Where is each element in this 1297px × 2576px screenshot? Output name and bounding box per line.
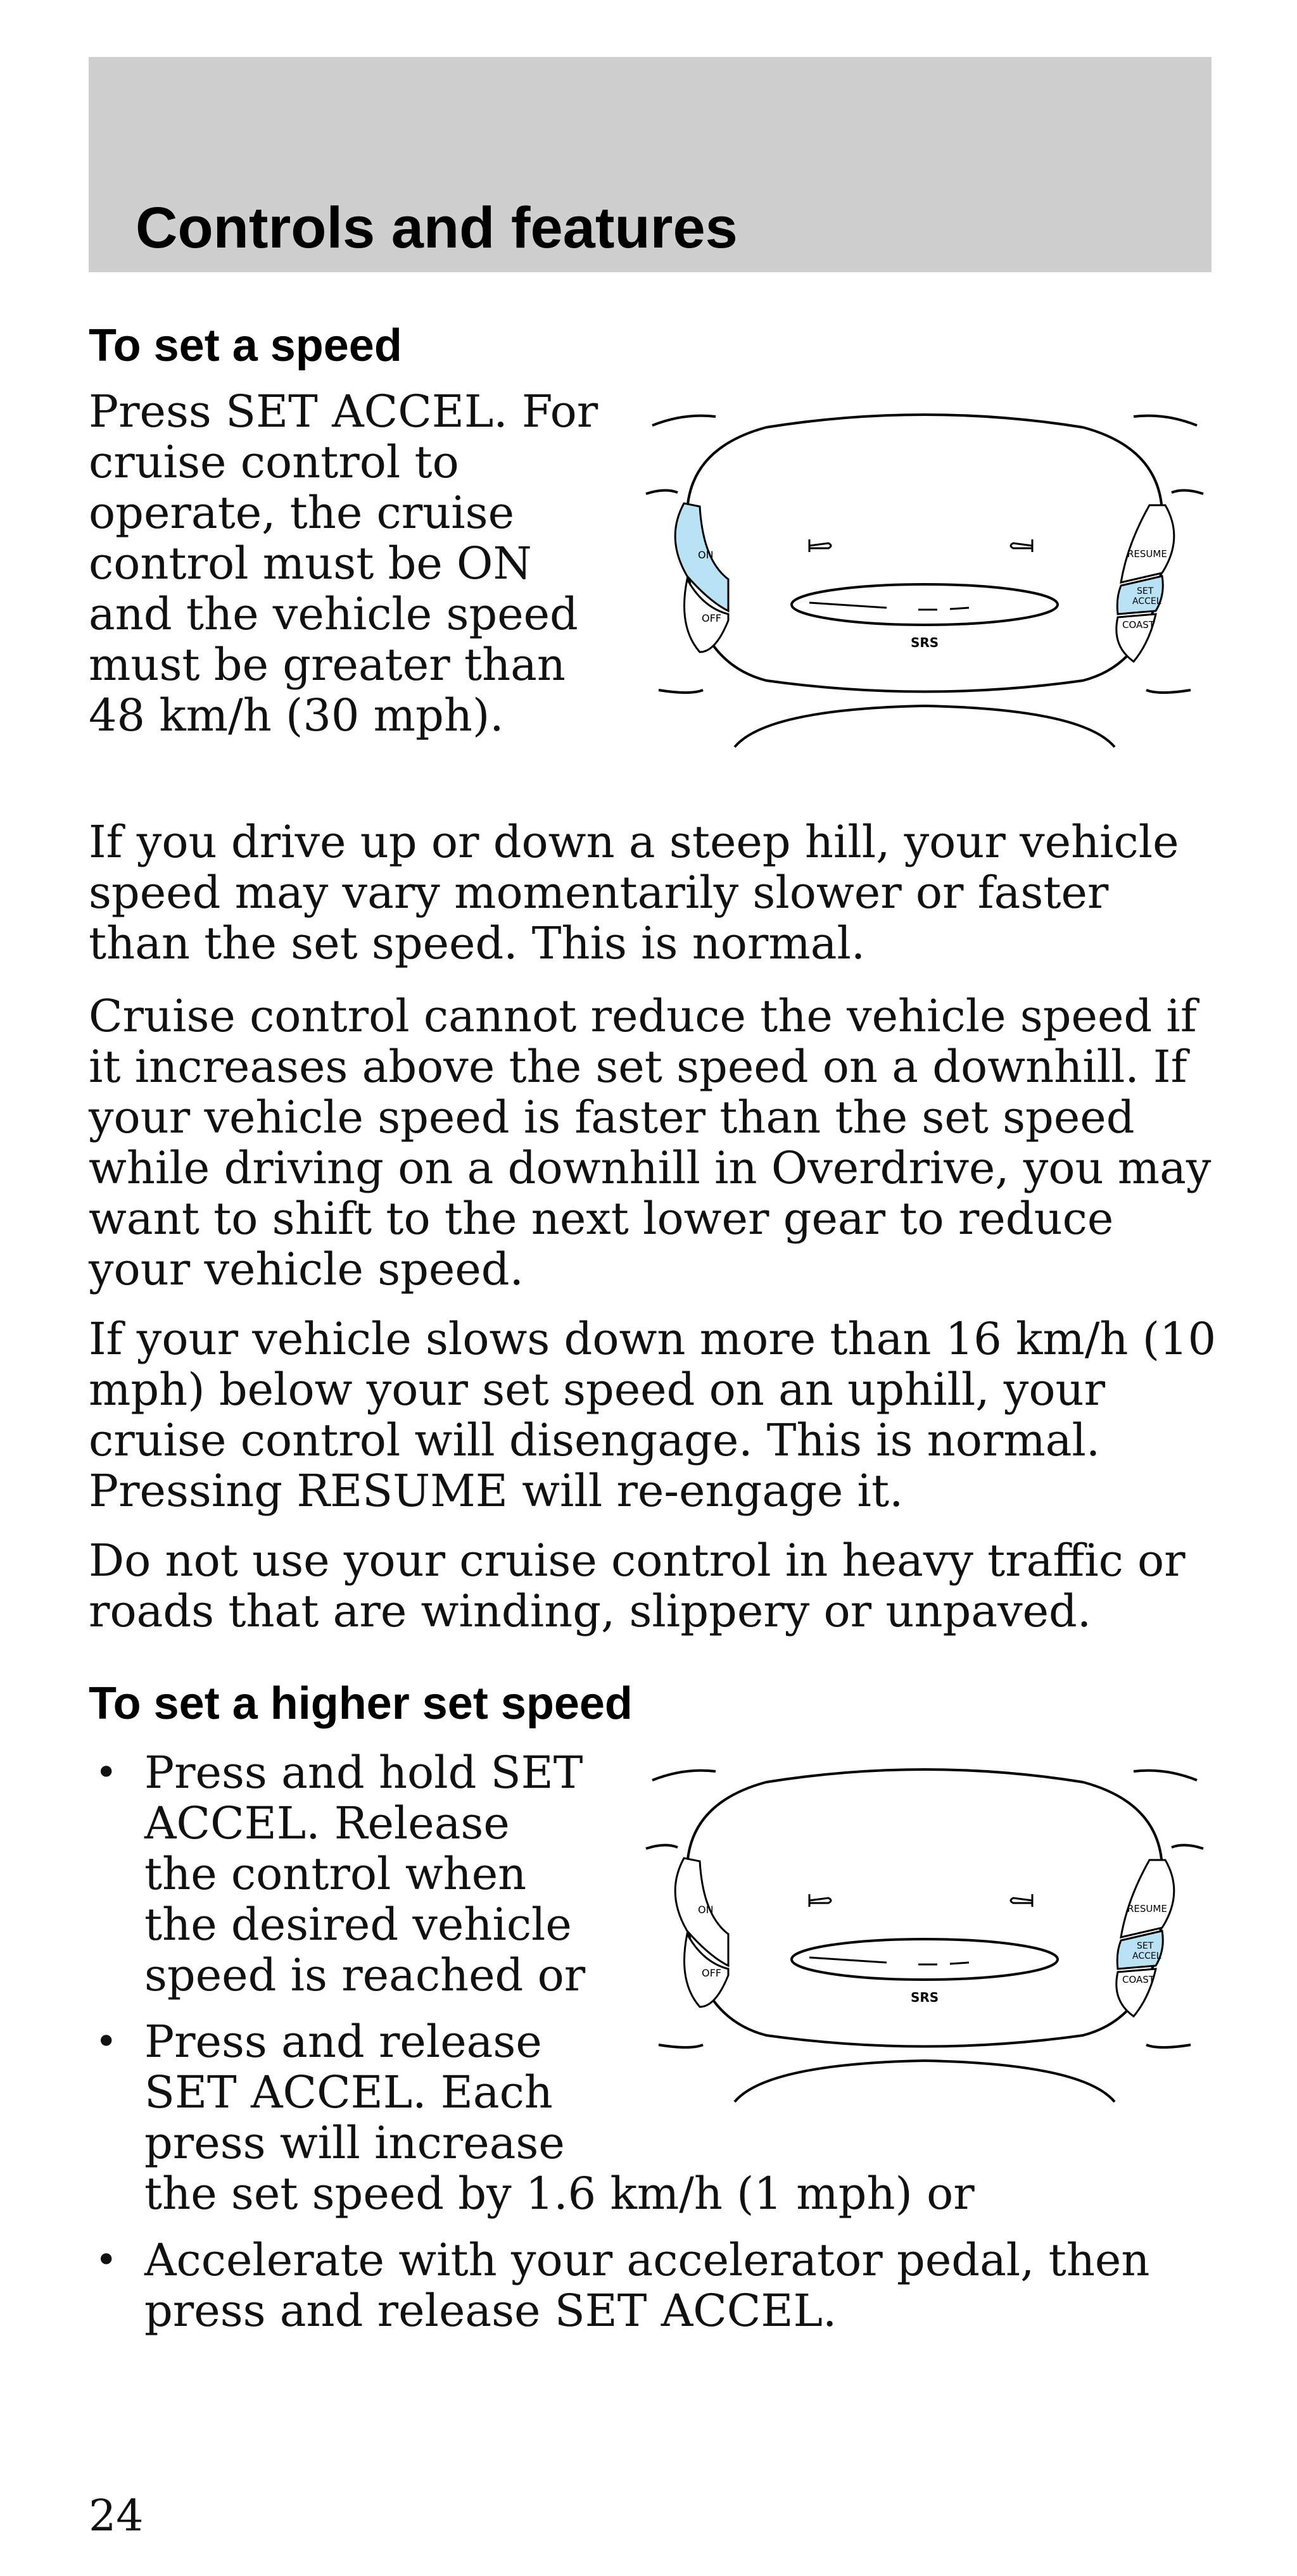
wheel-spoke-right-top (1172, 490, 1203, 494)
horn-icon-left (809, 1894, 831, 1907)
horn-icon-right (1011, 1894, 1032, 1907)
resume-set-coast-button-cluster[interactable] (1117, 505, 1174, 662)
wheel-rim-bottom (735, 706, 1115, 747)
wheel-spoke-left-bottom (659, 690, 703, 693)
set-label: SET (1137, 1941, 1154, 1951)
off-label: OFF (702, 1967, 721, 1979)
accel-label: ACCEL (1132, 1951, 1161, 1961)
page-title: Controls and features (136, 196, 738, 260)
resume-label: RESUME (1127, 1903, 1167, 1914)
horn-icon-right (1011, 539, 1032, 552)
wheel-rim-top-right (1134, 416, 1197, 425)
paragraph-traffic-warning: Do not use your cruise control in heavy traffic or roads that are winding, slippery or unpaved. (89, 1535, 1186, 1637)
coast-label: COAST (1122, 619, 1155, 631)
resume-set-coast-button-cluster[interactable] (1117, 1860, 1174, 2016)
paragraph-steep-hill: If you drive up or down a steep hill, your vehicle speed may vary momentarily slower or faster than the set speed. This is normal. (89, 816, 1179, 969)
heading-higher-set-speed: To set a higher set speed (89, 1678, 633, 1729)
coast-label: COAST (1122, 1974, 1155, 1985)
steering-wheel-figure-on-set (640, 393, 1210, 760)
resume-button (1121, 1860, 1174, 1937)
on-off-button-cluster[interactable] (675, 503, 728, 652)
set-label: SET (1137, 586, 1154, 596)
srs-label: SRS (911, 635, 939, 650)
accel-label: ACCEL (1132, 596, 1161, 606)
horn-icon-left (809, 539, 831, 552)
bullet-hold-set-accel: • Press and hold SET ACCEL. Release the control when the desired vehicle speed is reached or (95, 1747, 586, 2001)
on-label: ON (698, 1904, 714, 1916)
steering-wheel-figure-set (640, 1747, 1210, 2114)
resume-button (1121, 505, 1174, 582)
on-label: ON (698, 549, 714, 561)
wheel-spoke-left-top (646, 490, 678, 494)
resume-label: RESUME (1127, 548, 1167, 560)
bullet-accelerate: • Accelerate with your accelerator pedal, then press and release SET ACCEL. (95, 2234, 1150, 2337)
heading-set-speed: To set a speed (89, 320, 402, 371)
page-number: 24 (89, 2491, 144, 2541)
wheel-rim-top-left (652, 416, 716, 425)
wheel-spoke-right-bottom (1146, 690, 1191, 693)
bullet-press-release: • Press and release SET ACCEL. Each press will increase the set speed by 1.6 km/h (1 mph) or (95, 2016, 975, 2220)
section-header-bar (89, 57, 1212, 272)
off-label: OFF (702, 612, 721, 624)
on-off-button-cluster[interactable] (675, 1858, 728, 2007)
paragraph-uphill: If your vehicle slows down more than 16 km/h (10 mph) below your set speed on an uphill, your cruise control will disengage. This is normal. Pressing RESUME will re-engage it. (89, 1313, 1217, 1517)
intro-paragraph: Press SET ACCEL. For cruise control to operate, the cruise control must be ON and the vehicle speed must be greater than 48 km/h (30 mph). (89, 386, 598, 741)
paragraph-downhill: Cruise control cannot reduce the vehicle speed if it increases above the set speed on a downhill. If your vehicle speed is faster than the set speed while driving on a downhill in Overdrive, you may want to shift to the next lower gear to reduce your vehicle speed. (89, 990, 1212, 1295)
srs-label: SRS (911, 1990, 939, 2005)
